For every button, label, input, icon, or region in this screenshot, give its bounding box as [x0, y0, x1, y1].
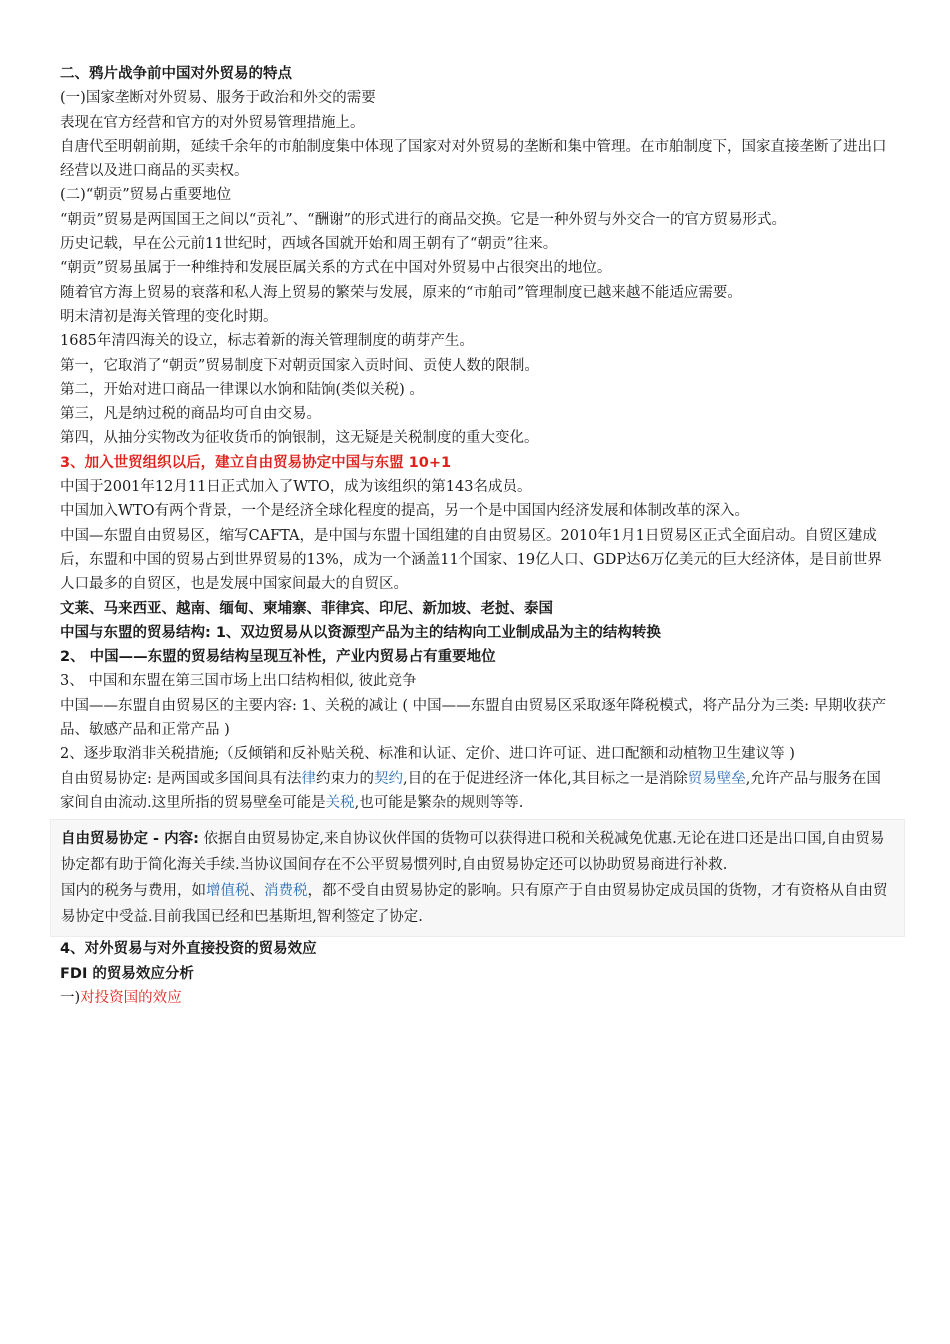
heading-fdi: 4、对外贸易与对外直接投资的贸易效应 [60, 941, 317, 958]
link-vat[interactable]: 增值税 [206, 883, 250, 900]
paragraph: 随着官方海上贸易的衰落和私人海上贸易的繁荣与发展，原来的“市舶司”管理制度已越来越不能适应需要。 [60, 284, 742, 301]
text-run: ，都不受自由贸易协定的影响。只有原产于自由贸易协定成员国的货物，才有资格从自由贸易协定中受益.目前我国已经和巴基斯坦,智利签定了协定. [61, 883, 888, 926]
paragraph: 明末清初是海关管理的变化时期。 [60, 308, 278, 325]
paragraph: 表现在官方经营和官方的对外贸易管理措施上。 [60, 114, 365, 131]
link-contract[interactable]: 契约 [374, 770, 403, 787]
subheading-state-monopoly: (一)国家垄断对外贸易、服务于政治和外交的需要 [60, 90, 376, 107]
paragraph: 中国——东盟自由贸易区的主要内容: 1、关税的减让 ( 中国——东盟自由贸易区采取逐年降税模式，将产品分为三类: 早期收获产品、敏感产品和正常产品 ) [60, 697, 887, 739]
box-paragraph [61, 878, 894, 930]
heading-fdi-analysis: FDI 的贸易效应分析 [60, 965, 194, 982]
text-run: ,允许产品与服务在国家间自由流动.这里所指的贸易壁垒可能是 [60, 770, 881, 811]
text-run: 国内的税务与费用，如 [61, 883, 206, 900]
document-page [60, 62, 895, 1010]
link-consumption-tax[interactable]: 消费税 [264, 883, 308, 900]
link-trade-barrier[interactable]: 贸易壁垒 [687, 770, 746, 787]
text-run: 约束力的 [316, 770, 374, 787]
bold-complementarity: 2、 中国——东盟的贸易结构呈现互补性，产业内贸易占有重要地位 [60, 649, 496, 666]
text-run: 依据自由贸易协定,来自协议伙伴国的货物可以获得进口税和关税减免优惠.无论在进口还是出口国,自由贸易协定都有助于简化海关手续.当协议国间存在不公平贸易惯列时,自由贸易协定还可以协助贸易商进行补救. [61, 831, 885, 874]
paragraph: 第一，它取消了“朝贡”贸易制度下对朝贡国家入贡时间、贡使人数的限制。 [60, 357, 539, 374]
paragraph: 3、 中国和东盟在第三国市场上出口结构相似, 彼此竞争 [60, 673, 417, 690]
text-run: 一) [60, 989, 81, 1006]
fta-content-box [50, 819, 905, 937]
bold-trade-structure: 中国与东盟的贸易结构: 1、双边贸易从以资源型产品为主的结构向工业制成品为主的结构转换 [60, 624, 661, 641]
heading-number: 3、 [60, 454, 85, 471]
paragraph: 自唐代至明朝前期，延续千余年的市舶制度集中体现了国家对对外贸易的垄断和集中管理。在市舶制度下，国家直接垄断了进出口经营以及进口商品的买卖权。 [60, 138, 887, 180]
text-run: ,也可能是繁杂的规则等等. [354, 794, 524, 811]
paragraph: 中国—东盟自由贸易区，缩写CAFTA，是中国与东盟十国组建的自由贸易区。2010年1月1日贸易区正式全面启动。自贸区建成后，东盟和中国的贸易占到世界贸易的13%，成为一个涵盖11个国家、19亿人口、GDP达6万亿美元的巨大经济体，是目前世界人口最多的自贸区，也是发展中国家间最大的自贸区。 [60, 527, 882, 593]
link-tariff[interactable]: 关税 [325, 794, 355, 811]
text-run: 对投资国的效应 [80, 989, 182, 1006]
box-paragraph [61, 826, 894, 878]
paragraph-fta-definition [60, 767, 895, 816]
paragraph: 2、逐步取消非关税措施;（反倾销和反补贴关税、标准和认证、定价、进口许可证、进口配额和动植物卫生建议等 ) [60, 746, 795, 763]
subheading-investor-effect [60, 986, 895, 1010]
bold-country-list: 文莱、马来西亚、越南、缅甸、柬埔寨、菲律宾、印尼、新加坡、老挝、泰国 [60, 600, 553, 617]
text-run: 、 [249, 883, 264, 900]
text-run: ,目的在于促进经济一体化,其目标之一是消除 [403, 770, 688, 787]
heading-wto-asean [60, 451, 895, 475]
heading-text: 加入世贸组织以后，建立自由贸易协定中国与东盟 10+1 [84, 454, 452, 471]
text-run: 自由贸易协定: 是两国或多国间具有法 [60, 770, 302, 787]
paragraph: 中国加入WTO有两个背景，一个是经济全球化程度的提高，另一个是中国国内经济发展和体制改革的深入。 [60, 503, 749, 520]
subheading-tribute-trade: (二)“朝贡”贸易占重要地位 [60, 187, 232, 204]
paragraph: 历史记载，早在公元前11世纪时，西域各国就开始和周王朝有了“朝贡”往来。 [60, 236, 558, 253]
paragraph: 1685年清四海关的设立，标志着新的海关管理制度的萌芽产生。 [60, 333, 474, 350]
heading-opium-war: 二、鸦片战争前中国对外贸易的特点 [60, 66, 292, 82]
paragraph: “朝贡”贸易虽属于一种维持和发展臣属关系的方式在中国对外贸易中占很突出的地位。 [60, 260, 612, 277]
box-label: 自由贸易协定 - 内容: [61, 831, 199, 848]
paragraph: “朝贡”贸易是两国国王之间以“贡礼”、“酬谢”的形式进行的商品交换。它是一种外贸与外交合一的官方贸易形式。 [60, 211, 786, 228]
paragraph: 第四，从抽分实物改为征收货币的饷银制，这无疑是关税制度的重大变化。 [60, 430, 539, 447]
paragraph: 第三，凡是纳过税的商品均可自由交易。 [60, 406, 321, 423]
paragraph: 中国于2001年12月11日正式加入了WTO，成为该组织的第143名成员。 [60, 479, 532, 496]
link-law[interactable]: 律 [301, 770, 316, 787]
paragraph: 第二，开始对进口商品一律课以水饷和陆饷(类似关税) 。 [60, 381, 424, 398]
